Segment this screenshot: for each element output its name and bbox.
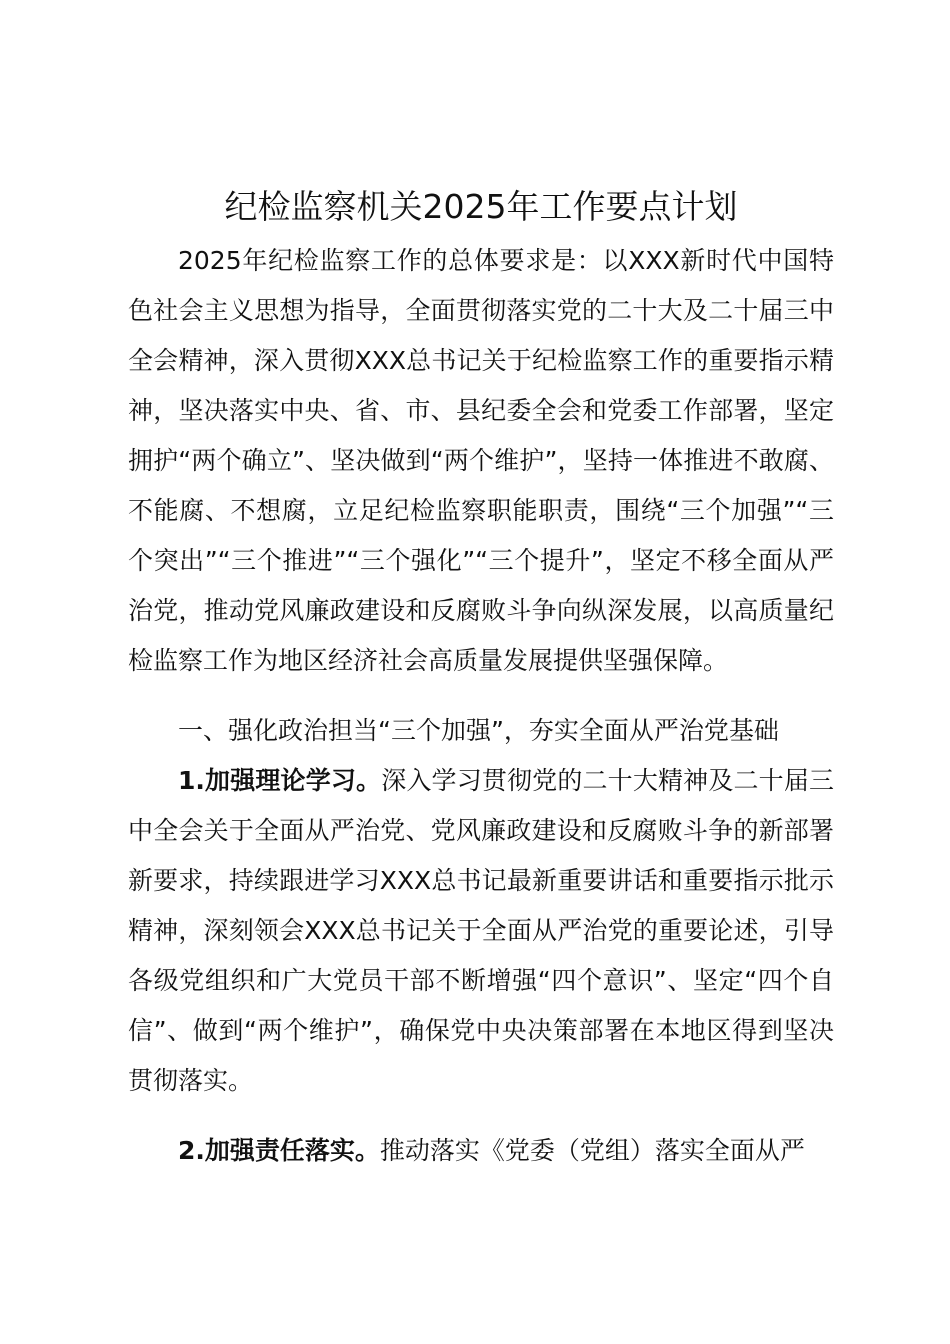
item-paragraph-1 — [128, 756, 834, 1106]
intro-paragraph: 2025年纪检监察工作的总体要求是：以XXX新时代中国特色社会主义思想为指导，全面贯彻落实党的二十大及二十届三中全会精神，深入贯彻XXX总书记关于纪检监察工作的重要指示精神，坚决落实中央、省、市、县纪委全会和党委工作部署，坚定拥护“两个确立”、坚决做到“两个维护”，坚持一体推进不敢腐、不能腐、不想腐，立足纪检监察职能职责，围绕“三个加强”“三个突出”“三个推进”“三个强化”“三个提升”，坚定不移全面从严治党，推动党风廉政建设和反腐败斗争向纵深发展，以高质量纪检监察工作为地区经济社会高质量发展提供坚强保障。 — [128, 246, 834, 675]
document-page — [128, 178, 834, 1176]
item-paragraph-2 — [128, 1126, 834, 1176]
item-body-2: 推动落实《党委（党组）落实全面从严 — [379, 1136, 805, 1165]
document-title: 纪检监察机关2025年工作要点计划 — [224, 187, 738, 226]
section-heading-1: 一、强化政治担当“三个加强”，夯实全面从严治党基础 — [178, 716, 779, 745]
item-heading-1: 1.加强理论学习。 — [178, 766, 382, 795]
item-heading-2: 2.加强责任落实。 — [178, 1136, 380, 1165]
item-body-1: 深入学习贯彻党的二十大精神及二十届三中全会关于全面从严治党、党风廉政建设和反腐败斗争的新部署新要求，持续跟进学习XXX总书记最新重要讲话和重要指示批示精神，深刻领会XXX总书记关于全面从严治党的重要论述，引导各级党组织和广大党员干部不断增强“四个意识”、坚定“四个自信”、做到“两个维护”，确保党中央决策部署在本地区得到坚决贯彻落实。 — [128, 766, 834, 1095]
